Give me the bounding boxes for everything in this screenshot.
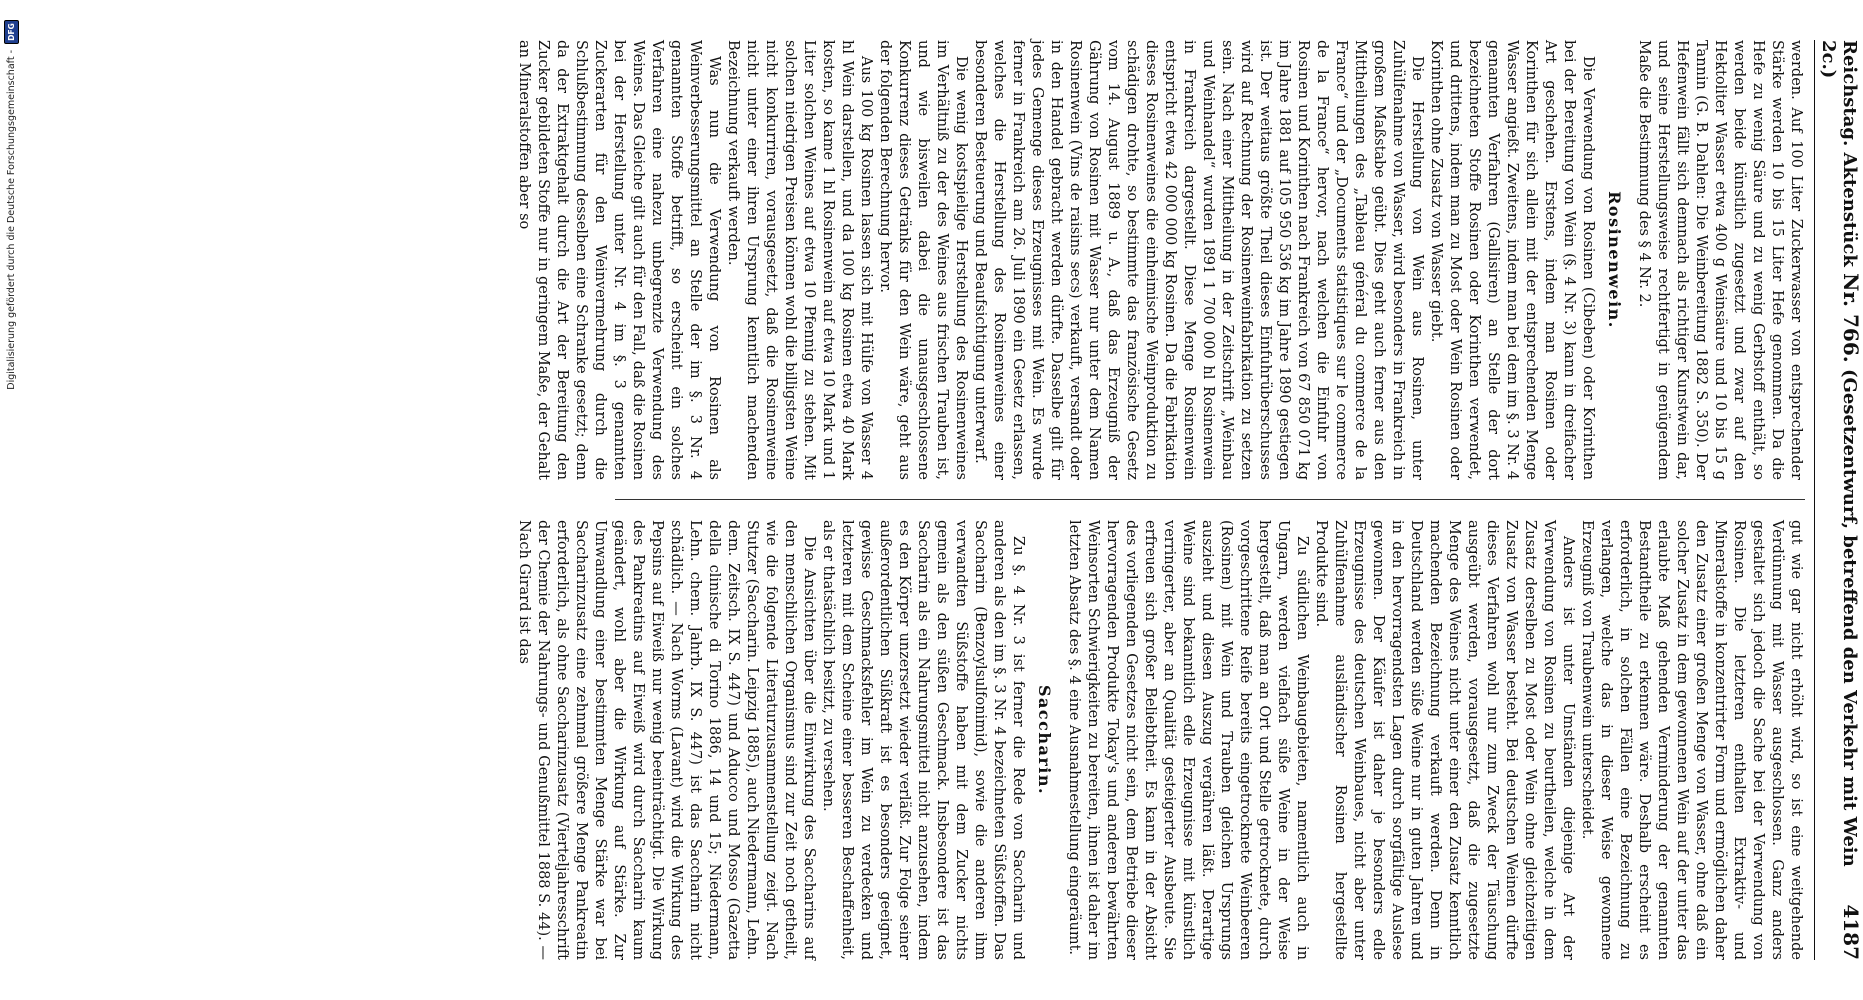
- document-page: [516, 40, 1863, 960]
- funding-note: [0, 0, 22, 1000]
- section-heading: Saccharin.: [1035, 684, 1054, 796]
- paragraph: Zu südlichen Weinbaugebieten, namentlich auch in Ungarn, werden vielfach süße Weine in der Weise hergestellt, daß man an Ort und Stelle getrocknete, durch vorgeschrittene Reife bereits eingetrocknete Weinbeeren (Rosinen) mit Wein und Trauben gleichen Ursprungs auszieht und diesen Auszug vergähren läßt. Derartige Weine sind bekanntlich edle Erzeugnisse mit künstlich verringerter, aber an Qualität gesteigerter Ausbeute. Sie erfreuen sich großer Beliebtheit. Es kann in der Absicht des vorliegenden Gesetzes nicht sein, dem Betriebe dieser hervorragenden Produkte Tokay's und anderen bewährten Weinsorten Schwierigkeiten zu bereiten, ihnen ist daher im letzten Absatz des §. 4 eine Ausnahmestellung eingeräumt.: [1066, 520, 1310, 960]
- paragraph: Die Herstellung von Wein aus Rosinen, unter Zuhülfenahme von Wasser, wird besonders in Frankreich in großem Maßstabe geübt. Dies geht auch ferner aus den Mittheilungen des „Tableau général du commerce de la France“ und der „Documents statistiques sur le commerce de la France“ hervor, nach welchen die Einfuhr von Rosinen und Korinthen nach Frankreich von 67 850 071 kg im Jahre 1881 auf 105 950 536 kg im Jahre 1890 gestiegen ist. Der weitaus größte Theil dieses Einfuhrüberschusses wird auf Rechnung der Rosinenweinfabrikation zu setzen sein. Nach einer Mittheilung in der Zeitschrift „Weinbau und Weinhandel“ wurden 1891 1 700 000 hl Rosinenwein in Frankreich dargestellt. Diese Menge Rosinenwein entspricht etwa 42 000 000 kg Rosinen. Da die Fabrikation dieses Rosinenweines die einheimische Weinproduktion zu schädigen drohte, so bestimmte das französische Gesetz vom 14. August 1889 u. A., daß das Erzeugniß der Gährung von Rosinen mit Wasser nur unter dem Namen Rosinenwein (Vins de raisins secs) verkauft, versandt oder in den Handel gebracht werden dürfte. Dasselbe gilt für jedes Gemenge dieses Erzeugnisses mit Wein. Es wurde ferner in Frankreich am 26. Juli 1890 ein Gesetz erlassen, welches die Herstellung des Rosinenweines einer besonderen Besteuerung und Beaufsichtigung unterwarf.: [972, 40, 1425, 480]
- paragraph: Zu §. 4 Nr. 3 ist ferner die Rede von Saccharin und anderen als den im §. 3 Nr. 4 bezeichneten Süßstoffen. Das Saccharin (Benzoylsulfonimid), sowie die anderen ihm verwandten Süßstoffe haben mit dem Zucker nichts gemein als den süßen Geschmack. Insbesondere ist das Saccharin als ein Nahrungsmittel nicht anzusehen, indem es den Körper unzersetzt wieder verläßt. Zur Folge seiner außerordentlichen Süßkraft ist es besonders geeignet, gewisse Geschmacksfehler im Wein zu verdecken und letzteren mit dem Scheine einer besseren Beschaffenheit, als er thatsächlich besitzt, zu versehen.: [820, 520, 1026, 960]
- dfg-logo-icon: DFG: [4, 20, 19, 44]
- paragraph: werden. Auf 100 Liter Zuckerwasser von entsprechender Stärke werden 10 bis 15 Liter Hefe genommen. Da die Hefe zu wenig Säure und zu wenig Gerbstoff enthält, so werden beide künstlich zugesetzt und zwar auf den Hektoliter Wasser etwa 400 g Weinsäure und 10 bis 15 g Tannin (G. B. Dahlen: Die Weinbereitung 1882 S. 350). Der Hefenwein fällt sich demnach als richtiger Kunstwein dar, und seine Herstellungsweise rechtfertigt in genügendem Maße die Bestimmung des § 4 Nr. 2.: [1636, 40, 1804, 480]
- funding-text: Digitalisierung gefördert durch die Deutsche Forschungsgemeinschaft -: [5, 50, 17, 390]
- section-heading: Rosinenwein.: [1605, 191, 1624, 329]
- page-number: 4187: [1839, 904, 1863, 960]
- paragraph: Anders ist unter Umständen diejenige Art der Verwendung von Rosinen zu beurtheilen, welche in dem Zusatz derselben zu Most oder Wein ohne gleichzeitigen Zusatz von Wasser besteht. Bei deutschen Weinen dürfte dieses Verfahren wohl nur zum Zweck der Täuschung ausgeübt werden, vorausgesetzt, daß die zugesetzte Menge des Weines nicht unter einer den Zusatz kenntlich machenden Bezeichnung verkauft werden. Denn in Deutschland werden süße Weine nur in guten Jahren und in den hervorragendsten Lagen durch sorgfältige Auslese gewonnen. Der Käufer ist daher je besonders edle Erzeugnisse des deutschen Weinbaues, nicht aber unter Zuhülfenahme ausländischer Rosinen hergestellte Produkte sind.: [1313, 520, 1576, 960]
- page-header: [1814, 40, 1863, 960]
- column-divider: [615, 499, 1805, 500]
- paragraph: Aus 100 kg Rosinen lassen sich mit Hülfe von Wasser 4 hl Wein darstellen, und da 100 kg Rosinen etwa 40 Mark kosten, so kame 1 hl Rosinenwein auf etwa 10 Mark und 1 Liter solchen Weines auf etwa 10 Pfennig zu stehen. Mit solchen niedrigen Preisen können wohl die billigsten Weine nicht konkurriren, vorausgesetzt, daß die Rosinenweine nicht unter einer ihren Ursprung kenntlich machenden Bezeichnung verkauft werden.: [725, 40, 874, 480]
- header-number: Nr. 766.: [1839, 273, 1863, 363]
- right-column: [516, 520, 1805, 960]
- paragraph: gut wie gar nicht erhöht wird, so ist eine weitgehende Verdünnung mit Wasser ausgeschlossen. Ganz anders gestaltet sich jedoch die Sache bei der Verwendung von Rosinen. Die letzteren enthalten Extraktiv- und Mineralstoffe in konzentrirter Form und ermöglichen daher den Zusatz einer großen Menge von Wasser, ohne daß ein solcher Zusatz in dem gewonnenen Wein auf der unter das erlaubte Maß gehenden Verminderung der genannten Bestandtheile zu erkennen wäre. Deshalb erscheint es erforderlich, in solchen Fällen eine Bezeichnung zu verlangen, welche das in dieser Weise gewonnene Erzeugniß von Traubenwein unterscheidet.: [1579, 520, 1804, 960]
- header-title: Reichstag. Aktenstück: [1839, 40, 1860, 267]
- paragraph: Was nun die Verwendung von Rosinen als Weinverbesserungsmittel an Stelle der im §. 3 Nr. 4 genannten Stoffe betrifft, so erscheint ein solches Verfahren eine nahezu unbegrenzte Verwendung des Weines. Das Gleiche gilt auch für den Fall, daß die Rosinen bei der Herstellung unter Nr. 4 im §. 3 genannten Zuckerarten für den Weinvermehrung durch die Schlußbestimmung desselben eine Schranke gesetzt; denn da der Extraktgehalt durch die Art der Bereitung den Zucker gebildeten Stoffe nur in geringem Maße, der Gehalt an Mineralstoffen aber so: [516, 40, 722, 480]
- paragraph: Die Verwendung von Rosinen (Cibeben) oder Korinthen bei der Bereitung von Wein (§. 4 Nr. 3) kann in dreifacher Art geschehen. Erstens, indem man Rosinen oder Korinthen für sich allein mit der entsprechenden Menge Wasser angießt. Zweitens, indem man bei dem im §. 3 Nr. 4 genannten Verfahren (Gallisiren) an Stelle der dort bezeichneten Stoffe Rosinen oder Korinthen verwendet, und drittens, indem man zu Most oder Wein Rosinen oder Korinthen ohne Zusatz von Wasser giebt.: [1428, 40, 1596, 480]
- paragraph: Die Ansichten über die Einwirkung des Saccharins auf den menschlichen Organismus sind zur Zeit noch getheilt, wie die folgende Literaturzusammenstellung zeigt. Nach Stutzer (Saccharin. Leipzig 1885), auch Niedermann, Lehn. dem. Zeitsch. IX S. 447) und Aducco und Mosso (Gazetta della clinische di Torino 1886, 14 und 15; Niedermann, Lehn. chem. Jahrb. IX S. 447) ist das Saccharin nicht schädlich. — Nach Worms (Lavant) wird die Wirkung des Pepsins auf Eiweiß nur wenig beeinträchtigt. Die Wirkung des Pankreatins auf Eiweiß wird durch Saccharin kaum geändert, wohl aber die Wirkung auf Stärke. Zur Umwandlung einer bestimmten Menge Stärke war bei Saccharinzusatz eine zehnmal größere Menge Pankreatin erforderlich, als ohne Saccharinzusatz (Vierteljahresschrift der Chemie der Nahrungs- und Genußmittel 1888 S. 44). — Nach Girard ist das: [516, 520, 817, 960]
- left-column: [516, 40, 1805, 480]
- header-subtitle: (Gesetzentwurf, betreffend den Verkehr mit Wein 2c.): [1818, 40, 1860, 867]
- sidebar: [0, 0, 22, 1000]
- text-columns: [516, 40, 1805, 960]
- header-left: [1818, 40, 1863, 904]
- paragraph: Die wenig kostspielige Herstellung des Rosinenweines im Verhältniß zu der des Weines aus frischen Trauben ist, und wie bisweilen dabei die unausgeschlossene Konkurrenz dieses Getränks für den Wein wäre, geht aus der folgenden Berechnung hervor.: [877, 40, 969, 480]
